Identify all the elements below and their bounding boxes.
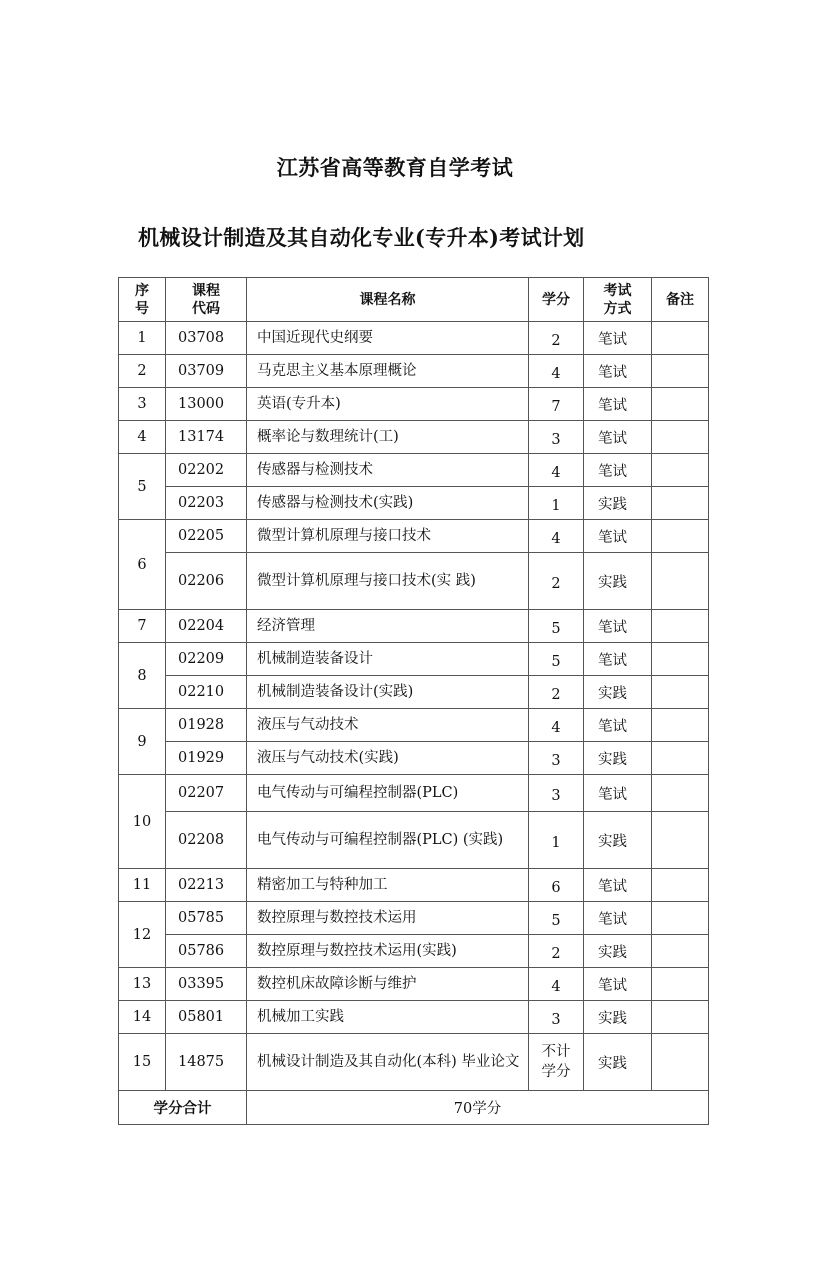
table-row [119,355,709,388]
course-name: 传感器与检测技术 [247,454,529,487]
course-credit: 3 [529,742,584,775]
exam-mode: 笔试 [584,454,652,487]
table-row [119,935,709,968]
course-remark [652,610,709,643]
header-no: 序 号 [119,278,166,322]
header-credit: 学分 [529,278,584,322]
course-number: 7 [119,610,166,643]
course-name: 电气传动与可编程控制器(PLC) [247,775,529,812]
course-remark [652,902,709,935]
course-code: 02209 [166,643,247,676]
course-name: 液压与气动技术 [247,709,529,742]
table-row [119,553,709,610]
course-credit: 2 [529,676,584,709]
course-name: 机械制造装备设计 [247,643,529,676]
course-number: 9 [119,709,166,775]
table-row [119,902,709,935]
course-number: 11 [119,869,166,902]
header-code: 课程 代码 [166,278,247,322]
course-name: 经济管理 [247,610,529,643]
table-row [119,520,709,553]
course-credit: 1 [529,487,584,520]
course-credit: 4 [529,968,584,1001]
course-code: 02202 [166,454,247,487]
course-code: 02207 [166,775,247,812]
course-credit: 4 [529,454,584,487]
course-name: 马克思主义基本原理概论 [247,355,529,388]
course-credit: 3 [529,1001,584,1034]
exam-mode: 笔试 [584,775,652,812]
table-row [119,643,709,676]
table-row [119,742,709,775]
document-title: 江苏省高等教育自学考试 [276,155,514,180]
course-code: 03395 [166,968,247,1001]
document-subtitle: 机械设计制造及其自动化专业(专升本)考试计划 [138,225,585,250]
exam-mode: 笔试 [584,322,652,355]
course-code: 02203 [166,487,247,520]
course-name: 数控原理与数控技术运用 [247,902,529,935]
total-label: 学分合计 [119,1091,247,1125]
course-credit: 5 [529,610,584,643]
table-row [119,388,709,421]
course-remark [652,1034,709,1091]
exam-mode: 笔试 [584,968,652,1001]
exam-mode: 笔试 [584,355,652,388]
course-code: 05786 [166,935,247,968]
course-credit: 不计 学分 [529,1034,584,1091]
table-row [119,775,709,812]
course-credit: 1 [529,812,584,869]
course-credit: 3 [529,421,584,454]
course-number: 14 [119,1001,166,1034]
exam-mode: 实践 [584,1001,652,1034]
course-name: 机械制造装备设计(实践) [247,676,529,709]
course-code: 03709 [166,355,247,388]
course-remark [652,1001,709,1034]
exam-mode: 笔试 [584,869,652,902]
course-name: 传感器与检测技术(实践) [247,487,529,520]
exam-mode: 实践 [584,676,652,709]
course-remark [652,775,709,812]
table-row [119,610,709,643]
course-remark [652,487,709,520]
table-row [119,1034,709,1091]
course-remark [652,454,709,487]
course-remark [652,935,709,968]
course-remark [652,869,709,902]
course-number: 12 [119,902,166,968]
course-code: 02206 [166,553,247,610]
exam-mode: 笔试 [584,520,652,553]
course-name: 数控原理与数控技术运用(实践) [247,935,529,968]
course-credit: 3 [529,775,584,812]
table-row [119,709,709,742]
course-name: 机械设计制造及其自动化(本科) 毕业论文 [247,1034,529,1091]
course-credit: 5 [529,902,584,935]
course-code: 01928 [166,709,247,742]
table-row [119,812,709,869]
table-row [119,421,709,454]
course-code: 05801 [166,1001,247,1034]
table-row [119,968,709,1001]
course-name: 液压与气动技术(实践) [247,742,529,775]
course-remark [652,742,709,775]
table-row [119,869,709,902]
table-row [119,322,709,355]
course-remark [652,968,709,1001]
course-credit: 2 [529,322,584,355]
course-remark [652,421,709,454]
course-code: 01929 [166,742,247,775]
header-remark: 备注 [652,278,709,322]
course-name: 英语(专升本) [247,388,529,421]
exam-mode: 实践 [584,742,652,775]
course-credit: 4 [529,709,584,742]
exam-mode: 实践 [584,553,652,610]
course-name: 数控机床故障诊断与维护 [247,968,529,1001]
course-code: 02213 [166,869,247,902]
course-code: 05785 [166,902,247,935]
course-remark [652,812,709,869]
course-remark [652,553,709,610]
exam-mode: 笔试 [584,388,652,421]
exam-mode: 笔试 [584,610,652,643]
table-row [119,487,709,520]
course-number: 2 [119,355,166,388]
course-name: 微型计算机原理与接口技术(实 践) [247,553,529,610]
course-credit: 2 [529,553,584,610]
course-remark [652,520,709,553]
course-remark [652,676,709,709]
course-name: 概率论与数理统计(工) [247,421,529,454]
course-number: 3 [119,388,166,421]
course-number: 15 [119,1034,166,1091]
table-row [119,676,709,709]
table-row [119,454,709,487]
course-code: 14875 [166,1034,247,1091]
course-code: 02204 [166,610,247,643]
course-credit: 5 [529,643,584,676]
course-number: 1 [119,322,166,355]
course-remark [652,322,709,355]
course-code: 13000 [166,388,247,421]
exam-mode: 笔试 [584,643,652,676]
course-credit: 4 [529,355,584,388]
course-code: 03708 [166,322,247,355]
course-code: 02208 [166,812,247,869]
course-name: 精密加工与特种加工 [247,869,529,902]
course-number: 8 [119,643,166,709]
course-number: 5 [119,454,166,520]
course-number: 13 [119,968,166,1001]
exam-plan-table [118,277,709,1125]
exam-mode: 实践 [584,935,652,968]
course-credit: 2 [529,935,584,968]
exam-mode: 实践 [584,812,652,869]
course-name: 微型计算机原理与接口技术 [247,520,529,553]
course-name: 中国近现代史纲要 [247,322,529,355]
total-value: 70学分 [247,1091,709,1125]
table-header-row [119,278,709,322]
exam-mode: 笔试 [584,902,652,935]
course-number: 4 [119,421,166,454]
table-row [119,1001,709,1034]
exam-mode: 实践 [584,1034,652,1091]
course-remark [652,355,709,388]
course-code: 02210 [166,676,247,709]
total-row [119,1091,709,1125]
course-credit: 6 [529,869,584,902]
exam-mode: 笔试 [584,421,652,454]
course-remark [652,709,709,742]
course-credit: 7 [529,388,584,421]
course-code: 13174 [166,421,247,454]
course-remark [652,643,709,676]
course-name: 电气传动与可编程控制器(PLC) (实践) [247,812,529,869]
header-mode: 考试 方式 [584,278,652,322]
header-name: 课程名称 [247,278,529,322]
exam-mode: 笔试 [584,709,652,742]
course-remark [652,388,709,421]
course-name: 机械加工实践 [247,1001,529,1034]
course-number: 6 [119,520,166,610]
course-code: 02205 [166,520,247,553]
course-credit: 4 [529,520,584,553]
course-number: 10 [119,775,166,869]
exam-mode: 实践 [584,487,652,520]
